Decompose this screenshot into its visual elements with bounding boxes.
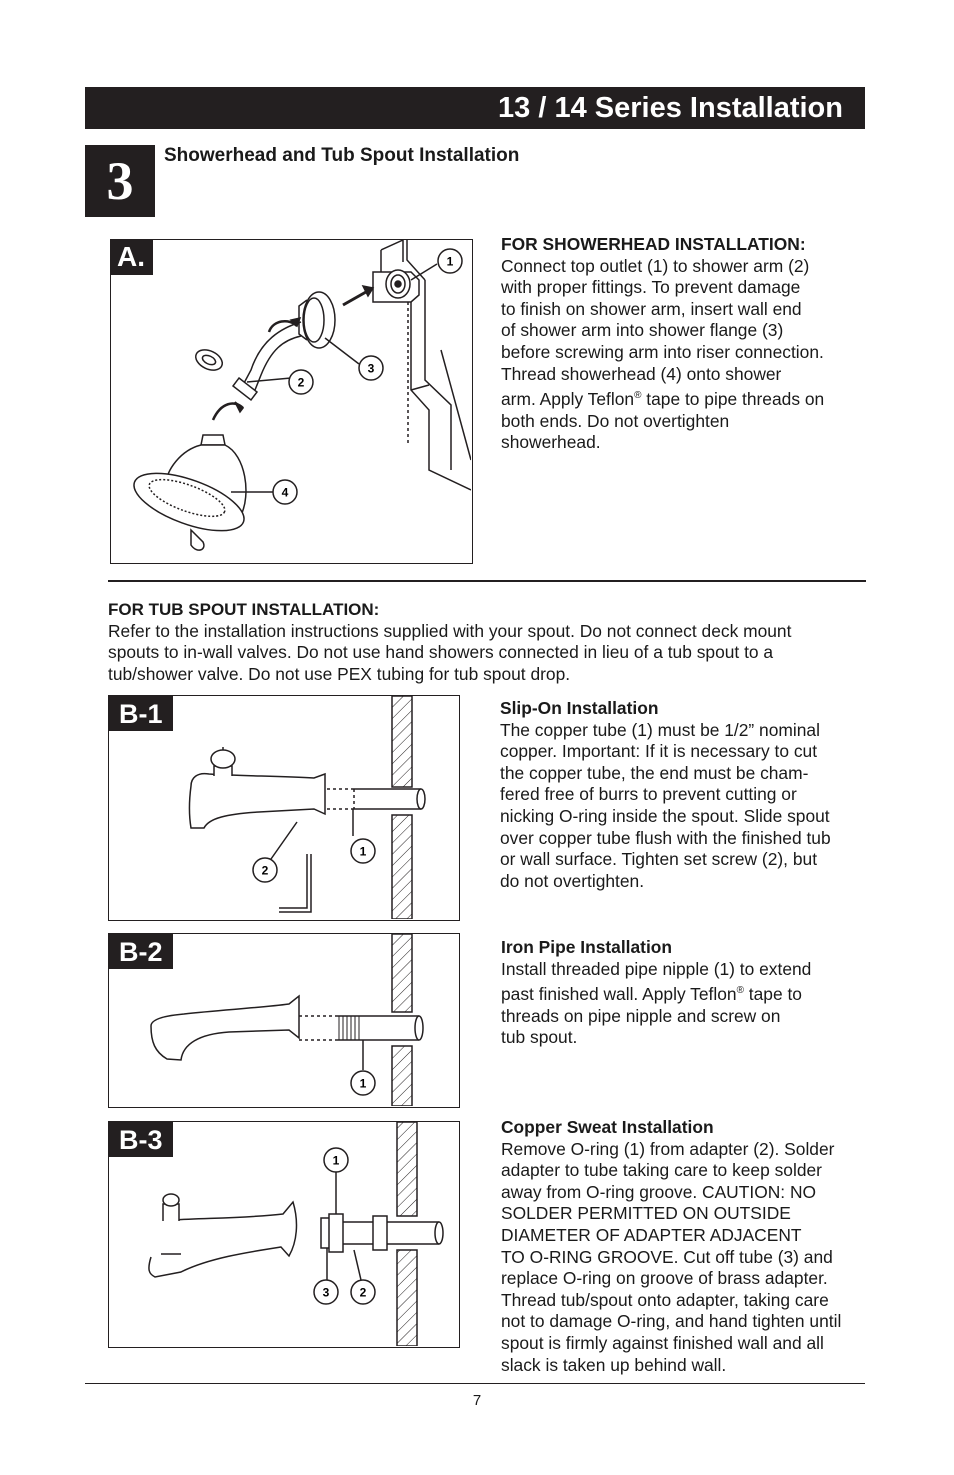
text-line: the copper tube, the end must be cham- xyxy=(500,762,809,783)
tub-spout-title: FOR TUB SPOUT INSTALLATION: xyxy=(108,600,380,619)
showerhead-diagram-panel xyxy=(110,239,473,564)
footer-rule xyxy=(85,1383,865,1384)
slip-on-title: Slip-On Installation xyxy=(500,698,659,718)
callout-1: 1 xyxy=(359,844,367,859)
text-line: Thread tub/spout onto adapter, taking care xyxy=(501,1289,829,1310)
text-line: spout is firmly against finished wall and all xyxy=(501,1332,824,1353)
slip-on-diagram-panel xyxy=(108,695,460,921)
text-line: Refer to the installation instructions supplied with your spout. Do not connect deck mount xyxy=(108,620,792,641)
section-divider xyxy=(108,580,866,582)
copper-sweat-instructions xyxy=(501,1117,886,1376)
callout-3: 3 xyxy=(322,1285,330,1300)
slip-on-instructions xyxy=(500,698,880,892)
text-line: copper. Important: If it is necessary to cut xyxy=(500,741,818,762)
text-line: past finished wall. Apply Teflon® tape to xyxy=(501,983,802,1004)
callout-2: 2 xyxy=(261,863,269,878)
text-line: showerhead. xyxy=(501,432,601,453)
callout-1: 1 xyxy=(359,1076,367,1091)
page-title: 13 / 14 Series Installation xyxy=(498,92,843,124)
text-line: tub spout. xyxy=(501,1027,578,1048)
text-line: replace O-ring on groove of brass adapter. xyxy=(501,1268,828,1289)
showerhead-instructions xyxy=(501,234,876,454)
callout-4: 4 xyxy=(281,485,289,500)
header-bar xyxy=(85,87,865,129)
callout-2: 2 xyxy=(297,375,305,390)
showerhead-instructions-title: FOR SHOWERHEAD INSTALLATION: xyxy=(501,234,806,254)
copper-sweat-title: Copper Sweat Installation xyxy=(501,1117,714,1137)
section-heading: Showerhead and Tub Spout Installation xyxy=(164,145,520,166)
text-line: nicking O-ring inside the spout. Slide spout xyxy=(500,805,830,826)
text-line: TO O-RING GROOVE. Cut off tube (3) and xyxy=(501,1246,833,1267)
text-line: Remove O-ring (1) from adapter (2). Solder xyxy=(501,1138,835,1159)
tub-spout-intro xyxy=(108,599,888,685)
text-line: threads on pipe nipple and screw on xyxy=(501,1005,781,1026)
diagram-label-a: A. xyxy=(111,240,153,275)
iron-pipe-diagram-panel xyxy=(108,933,460,1108)
text-line: adapter to tube taking care to keep solder xyxy=(501,1160,822,1181)
text-line: fered free of burrs to prevent cutting or xyxy=(500,784,797,805)
text-line: of shower arm into shower flange (3) xyxy=(501,320,784,341)
text-line: slack is taken up behind wall. xyxy=(501,1354,727,1375)
text-line: The copper tube (1) must be 1/2” nominal xyxy=(500,719,820,740)
slip-on-illustration xyxy=(109,696,458,919)
page-number: 7 xyxy=(472,1392,482,1409)
copper-sweat-illustration xyxy=(109,1122,458,1346)
text-line: Thread showerhead (4) onto shower xyxy=(501,363,782,384)
callout-3: 3 xyxy=(367,361,375,376)
step-number-badge: 3 xyxy=(85,145,155,217)
iron-pipe-illustration xyxy=(109,934,458,1106)
text-line: DIAMETER OF ADAPTER ADJACENT xyxy=(501,1224,802,1245)
text-line: SOLDER PERMITTED ON OUTSIDE xyxy=(501,1203,791,1224)
text-line: Install threaded pipe nipple (1) to extend xyxy=(501,958,812,979)
diagram-label-b1: B-1 xyxy=(109,696,173,731)
text-line: arm. Apply Teflon® tape to pipe threads on xyxy=(501,388,825,409)
showerhead-illustration xyxy=(111,240,471,562)
text-line: or wall surface. Tighten set screw (2), but xyxy=(500,849,818,870)
text-line: Connect top outlet (1) to shower arm (2) xyxy=(501,255,810,276)
text-line: not to damage O-ring, and hand tighten until xyxy=(501,1311,842,1332)
callout-1: 1 xyxy=(446,254,454,269)
text-line: away from O-ring groove. CAUTION: NO xyxy=(501,1181,817,1202)
iron-pipe-instructions xyxy=(501,937,881,1049)
iron-pipe-title: Iron Pipe Installation xyxy=(501,937,673,957)
diagram-label-b3: B-3 xyxy=(109,1122,173,1157)
text-line: before screwing arm into riser connection. xyxy=(501,341,824,362)
text-line: spouts to in-wall valves. Do not use hand showers connected in lieu of a tub spout to a xyxy=(108,642,774,663)
text-line: over copper tube flush with the finished tub xyxy=(500,827,831,848)
text-line: both ends. Do not overtighten xyxy=(501,410,730,431)
callout-2: 2 xyxy=(359,1285,367,1300)
text-line: do not overtighten. xyxy=(500,870,645,891)
copper-sweat-diagram-panel xyxy=(108,1121,460,1348)
text-line: tub/shower valve. Do not use PEX tubing for tub spout drop. xyxy=(108,663,571,684)
callout-1: 1 xyxy=(332,1153,340,1168)
text-line: to finish on shower arm, insert wall end xyxy=(501,298,802,319)
text-line: with proper fittings. To prevent damage xyxy=(501,277,801,298)
diagram-label-b2: B-2 xyxy=(109,934,173,969)
